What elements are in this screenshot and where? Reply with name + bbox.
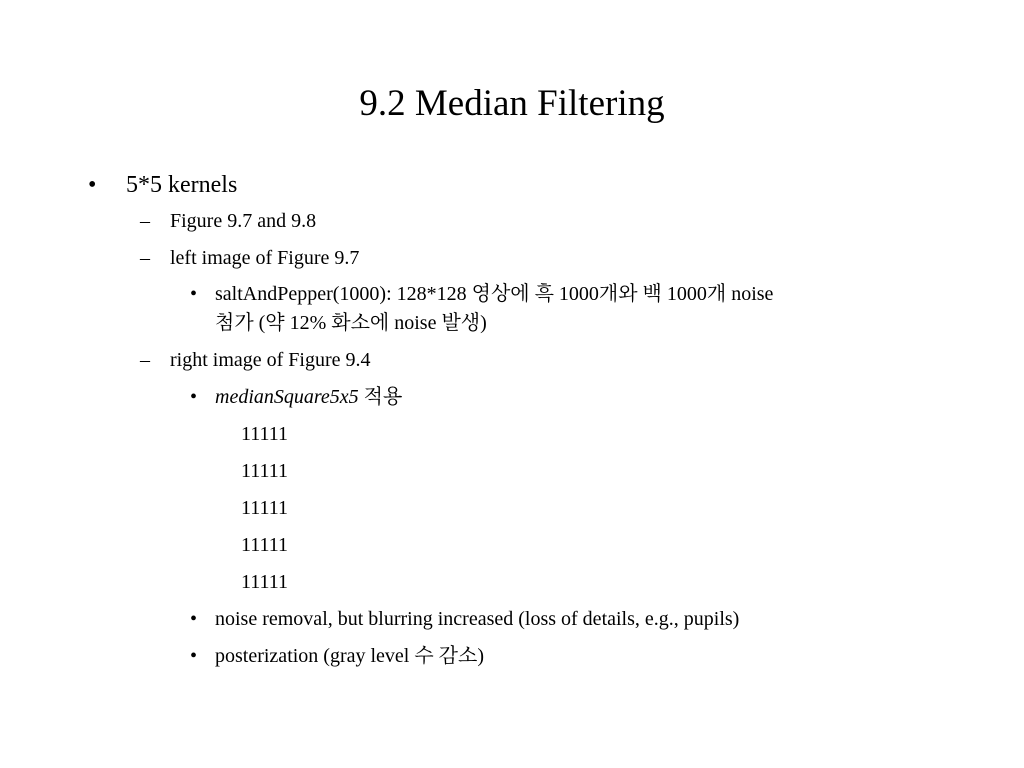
- slide-body: [0, 168, 1024, 678]
- function-name: medianSquare5x5: [215, 386, 359, 408]
- bullet-text: 5*5 kernels: [126, 172, 238, 198]
- kernel-row: 11111: [241, 534, 289, 556]
- sub-bullet-text: right image of Figure 9.4: [170, 349, 371, 371]
- slide-title: 9.2 Median Filtering: [359, 83, 665, 124]
- sub-bullet-figures: [0, 206, 1024, 236]
- bullet-marker: •: [190, 608, 198, 630]
- bullet-marker: •: [190, 283, 198, 305]
- sub-sub-bullet-text: posterization (gray level 수 감소): [215, 645, 484, 667]
- sub-sub-bullet-median-square: [0, 382, 1024, 412]
- dash-marker: –: [140, 349, 150, 371]
- salt-pepper-line-1: saltAndPepper(1000): 128*128 영상에 흑 1000개와 백 1000개 noise: [215, 283, 774, 305]
- bullet-kernels: [0, 168, 1024, 202]
- dash-marker: –: [140, 247, 150, 269]
- sub-bullet-right-image: [0, 345, 1024, 375]
- sub-sub-bullet-text: noise removal, but blurring increased (loss of details, e.g., pupils): [215, 608, 740, 630]
- sub-sub-bullet-posterization: [0, 641, 1024, 671]
- sub-bullet-text: left image of Figure 9.7: [170, 247, 360, 269]
- kernel-row: 11111: [241, 571, 289, 593]
- sub-sub-bullet-noise-removal: [0, 604, 1024, 634]
- bullet-marker: •: [190, 386, 198, 408]
- bullet-marker: •: [88, 172, 97, 198]
- sub-sub-bullet-salt-pepper: [0, 280, 940, 338]
- sub-bullet-text: Figure 9.7 and 9.8: [170, 210, 317, 232]
- bullet-marker: •: [190, 645, 198, 667]
- kernel-row: 11111: [241, 460, 289, 482]
- function-suffix: 적용: [358, 386, 403, 408]
- sub-bullet-left-image: [0, 243, 1024, 273]
- kernel-row: 11111: [241, 497, 289, 519]
- dash-marker: –: [140, 210, 150, 232]
- salt-pepper-line-2: 첨가 (약 12% 화소에 noise 발생): [215, 312, 487, 334]
- kernel-row: 11111: [241, 423, 289, 445]
